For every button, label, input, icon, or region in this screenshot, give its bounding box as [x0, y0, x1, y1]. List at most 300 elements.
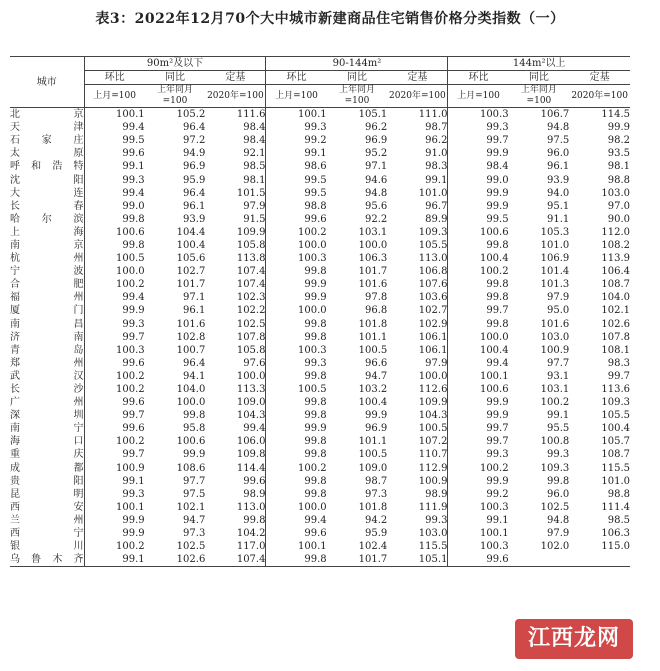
index-value: 109.3: [418, 226, 448, 238]
index-value: 93.9: [546, 174, 570, 186]
index-value: 113.9: [601, 253, 630, 265]
index-value: 99.9: [84, 527, 145, 540]
index-value: 99.9: [84, 514, 145, 527]
index-value: 99.8: [243, 514, 266, 526]
city-name: 石家庄: [10, 135, 84, 147]
index-value: 99.4: [266, 514, 327, 527]
table-row: [10, 448, 630, 461]
index-value: 101.0: [540, 239, 570, 251]
city-header: 城市: [10, 57, 84, 108]
index-value: 101.7: [358, 266, 388, 278]
index-value: 99.5: [84, 134, 145, 147]
index-value: 105.7: [601, 436, 630, 448]
index-value: 99.6: [448, 553, 509, 567]
index-value: 100.1: [84, 501, 145, 514]
group-header-small: 90m²及以下: [84, 57, 266, 71]
index-value: 99.8: [266, 553, 327, 567]
index-value: 100.0: [266, 239, 327, 252]
table-row: [10, 462, 630, 475]
index-value: 98.8: [607, 174, 630, 186]
index-value: 91.0: [425, 148, 448, 160]
index-value: 99.9: [448, 147, 509, 160]
index-value: 97.5: [183, 488, 206, 500]
base-header: 上月=100: [266, 85, 327, 108]
table-row: [10, 147, 630, 160]
index-value: 95.9: [183, 174, 206, 186]
city-name: 广州: [10, 397, 84, 409]
index-value: 99.3: [448, 448, 509, 461]
index-value: 102.5: [176, 541, 206, 553]
index-value: 113.3: [236, 384, 266, 396]
index-value: 108.7: [601, 279, 630, 291]
index-value: 107.8: [236, 331, 266, 343]
index-value: 103.2: [358, 384, 388, 396]
index-value: 99.3: [266, 121, 327, 134]
index-value: 102.2: [236, 305, 266, 317]
index-value: 100.0: [236, 370, 266, 382]
index-value: 105.8: [236, 239, 266, 251]
index-value: 100.2: [448, 265, 509, 278]
index-value: 99.7: [607, 370, 630, 382]
index-value: 95.9: [365, 528, 388, 540]
city-name: 沈阳: [10, 174, 84, 186]
index-value: 97.9: [425, 357, 448, 369]
index-value: 96.1: [183, 305, 206, 317]
index-value: 99.5: [448, 213, 509, 226]
index-value: 106.3: [601, 528, 630, 540]
city-name: 贵阳: [10, 475, 84, 487]
index-value: 90.0: [607, 213, 630, 225]
index-value: 100.0: [448, 331, 509, 344]
index-value: 94.7: [365, 370, 388, 382]
index-value: 100.6: [84, 226, 145, 239]
city-name: 西安: [10, 501, 84, 513]
table-row: [10, 239, 630, 252]
index-value: 97.1: [183, 292, 206, 304]
index-value: 103.1: [540, 384, 570, 396]
index-value: 107.4: [236, 266, 266, 278]
table-row: [10, 265, 630, 278]
index-value: 109.3: [601, 397, 630, 409]
city-name: 乌鲁木齐: [10, 554, 84, 566]
index-value: 99.6: [84, 396, 145, 409]
index-value: 112.9: [418, 462, 448, 474]
index-value: 94.8: [546, 122, 570, 134]
index-value: 106.1: [418, 331, 448, 343]
index-value: 100.2: [266, 462, 327, 475]
index-value: 111.4: [601, 501, 630, 513]
index-value: 106.0: [236, 436, 266, 448]
table-row: [10, 501, 630, 514]
table-row: [10, 252, 630, 265]
index-value: 102.6: [145, 553, 206, 567]
index-value: 109.0: [236, 397, 266, 409]
index-value: 99.6: [84, 357, 145, 370]
city-name: 济南: [10, 331, 84, 343]
index-value: 99.2: [448, 488, 509, 501]
city-name: 福州: [10, 292, 84, 304]
index-value: 103.0: [418, 528, 448, 540]
table-row: [10, 396, 630, 409]
index-value: 96.0: [546, 488, 570, 500]
sub-header: 定基: [205, 71, 266, 85]
index-value: 104.0: [601, 292, 630, 304]
index-value: 92.1: [243, 148, 266, 160]
index-value: 99.4: [84, 291, 145, 304]
group-header-medium: 90-144m²: [266, 57, 448, 71]
index-value: 113.6: [601, 384, 630, 396]
sub-header: 同比: [509, 71, 570, 85]
table-row: [10, 527, 630, 540]
city-name: 合肥: [10, 279, 84, 291]
index-value: 99.8: [448, 278, 509, 291]
index-value: 99.8: [266, 318, 327, 331]
index-value: 101.6: [176, 318, 206, 330]
index-value: 94.8: [546, 514, 570, 526]
index-value: 102.4: [358, 541, 388, 553]
index-value: 99.4: [243, 423, 266, 435]
index-value: 98.5: [607, 514, 630, 526]
index-value: 99.9: [365, 410, 388, 422]
table-row: [10, 435, 630, 448]
index-value: 105.5: [418, 239, 448, 251]
sub-header: 同比: [145, 71, 206, 85]
index-value: 102.8: [176, 331, 206, 343]
index-value: 104.3: [418, 410, 448, 422]
city-name: 银川: [10, 541, 84, 553]
index-value: 99.8: [84, 239, 145, 252]
base-header: 2020年=100: [205, 85, 266, 108]
index-value: 98.8: [607, 488, 630, 500]
table-row: [10, 422, 630, 435]
index-value: 98.4: [243, 122, 266, 134]
index-value: 96.2: [365, 122, 388, 134]
index-value: 108.1: [601, 344, 630, 356]
index-value: 101.3: [540, 279, 570, 291]
index-value: 113.0: [418, 253, 448, 265]
table-row: [10, 370, 630, 383]
table-row: [10, 278, 630, 291]
index-value: 100.0: [84, 265, 145, 278]
index-value: 99.3: [266, 357, 327, 370]
city-name: 长沙: [10, 384, 84, 396]
index-value: 99.8: [266, 396, 327, 409]
index-value: 99.7: [448, 304, 509, 317]
index-value: 110.7: [418, 449, 448, 461]
index-value: 97.1: [365, 161, 388, 173]
index-value: 101.7: [176, 279, 206, 291]
index-value: 102.1: [176, 501, 206, 513]
index-value: [509, 553, 570, 567]
index-value: 100.1: [266, 108, 327, 122]
index-value: 115.5: [601, 462, 630, 474]
base-header: 2020年=100: [569, 85, 630, 108]
city-name: 成都: [10, 462, 84, 474]
index-value: 97.3: [183, 528, 206, 540]
index-value: 97.7: [183, 475, 206, 487]
index-value: 100.0: [266, 304, 327, 317]
index-value: 109.9: [236, 226, 266, 238]
base-header: 上年同月=100: [145, 85, 206, 108]
index-value: 101.8: [358, 318, 388, 330]
index-value: 100.3: [266, 252, 327, 265]
index-value: 96.9: [365, 135, 388, 147]
index-value: 106.1: [418, 344, 448, 356]
index-value: 99.1: [84, 475, 145, 488]
index-value: 99.3: [546, 449, 570, 461]
index-value: 98.9: [425, 488, 448, 500]
index-value: 95.0: [546, 305, 570, 317]
index-value: 115.0: [601, 541, 630, 553]
index-value: 99.5: [266, 173, 327, 186]
city-name: 北京: [10, 109, 84, 121]
index-value: 99.9: [448, 200, 509, 213]
index-value: 99.0: [448, 173, 509, 186]
table-row: [10, 187, 630, 200]
index-value: 99.6: [84, 147, 145, 160]
table-row: [10, 514, 630, 527]
table-row: [10, 304, 630, 317]
index-value: 102.3: [236, 292, 266, 304]
city-name: 深圳: [10, 410, 84, 422]
index-value: 100.5: [358, 449, 388, 461]
index-value: 98.6: [266, 160, 327, 173]
index-value: 101.6: [540, 318, 570, 330]
index-value: 111.0: [418, 109, 448, 121]
index-value: 99.9: [448, 475, 509, 488]
index-value: 99.7: [84, 448, 145, 461]
index-value: 112.6: [418, 384, 448, 396]
index-value: 97.9: [546, 292, 570, 304]
index-value: 99.6: [84, 422, 145, 435]
index-value: 99.6: [266, 213, 327, 226]
index-value: 99.0: [84, 200, 145, 213]
table-row: [10, 291, 630, 304]
index-value: 101.6: [358, 279, 388, 291]
index-value: 97.6: [243, 357, 266, 369]
index-value: 99.1: [84, 553, 145, 567]
city-name: 武汉: [10, 370, 84, 382]
index-value: 100.4: [448, 344, 509, 357]
index-value: 104.4: [176, 226, 206, 238]
index-value: 98.7: [425, 122, 448, 134]
index-value: 101.8: [358, 501, 388, 513]
index-value: 94.8: [365, 187, 388, 199]
index-value: 97.7: [546, 357, 570, 369]
index-value: 106.7: [540, 109, 570, 121]
index-value: 99.7: [448, 435, 509, 448]
index-value: 97.9: [546, 528, 570, 540]
index-value: 95.5: [546, 423, 570, 435]
index-value: 96.1: [183, 200, 206, 212]
index-value: 97.5: [546, 135, 570, 147]
base-header: 上年同月=100: [327, 85, 388, 108]
index-value: 114.4: [236, 462, 266, 474]
index-value: 93.1: [546, 370, 570, 382]
index-value: 100.4: [358, 397, 388, 409]
index-value: 99.8: [266, 435, 327, 448]
index-value: 100.5: [358, 344, 388, 356]
index-value: 100.1: [448, 370, 509, 383]
table-row: [10, 134, 630, 147]
index-value: 99.3: [448, 121, 509, 134]
index-value: 99.9: [266, 291, 327, 304]
city-name: 哈尔滨: [10, 213, 84, 225]
index-value: 99.1: [448, 514, 509, 527]
index-value: 99.6: [243, 475, 266, 487]
index-value: 98.4: [448, 160, 509, 173]
index-value: 97.9: [243, 200, 266, 212]
index-value: 99.8: [546, 475, 570, 487]
index-value: 99.2: [266, 134, 327, 147]
index-value: 100.3: [448, 540, 509, 553]
index-value: 99.8: [266, 370, 327, 383]
city-name: 杭州: [10, 253, 84, 265]
index-value: 105.3: [540, 226, 570, 238]
index-value: 99.8: [266, 265, 327, 278]
index-value: 100.4: [176, 239, 206, 251]
index-value: 100.9: [84, 462, 145, 475]
city-name: 宁波: [10, 266, 84, 278]
index-value: 91.5: [243, 213, 266, 225]
index-value: 107.4: [236, 279, 266, 291]
index-value: 99.9: [183, 449, 206, 461]
index-value: 99.6: [266, 527, 327, 540]
index-value: 103.6: [418, 292, 448, 304]
index-value: 103.0: [540, 331, 570, 343]
index-value: 100.5: [84, 252, 145, 265]
index-value: 100.1: [84, 108, 145, 122]
index-value: 101.1: [358, 331, 388, 343]
index-value: 98.3: [425, 161, 448, 173]
index-value: 100.9: [540, 344, 570, 356]
index-value: 98.9: [243, 488, 266, 500]
city-name: 上海: [10, 226, 84, 238]
index-value: 109.0: [358, 462, 388, 474]
index-value: 100.2: [84, 370, 145, 383]
index-value: 105.6: [176, 253, 206, 265]
index-value: 94.0: [546, 187, 570, 199]
index-value: 98.2: [607, 135, 630, 147]
group-header-large: 144m²以上: [448, 57, 630, 71]
index-value: 112.0: [601, 226, 630, 238]
index-value: 109.3: [540, 462, 570, 474]
sub-header: 同比: [327, 71, 388, 85]
index-value: 96.4: [183, 122, 206, 134]
index-value: 99.7: [84, 331, 145, 344]
index-value: 99.1: [546, 410, 570, 422]
city-name: 呼和浩特: [10, 161, 84, 173]
index-value: 99.7: [448, 422, 509, 435]
table-row: [10, 121, 630, 134]
table-row: [10, 540, 630, 553]
index-value: 96.9: [365, 423, 388, 435]
index-value: 99.8: [84, 213, 145, 226]
index-value: 100.2: [266, 226, 327, 239]
index-value: 102.9: [418, 318, 448, 330]
city-name: 郑州: [10, 357, 84, 369]
index-value: 107.8: [601, 331, 630, 343]
city-name: 西宁: [10, 528, 84, 540]
index-value: 99.9: [448, 409, 509, 422]
index-value: 92.2: [365, 213, 388, 225]
index-value: 99.9: [448, 187, 509, 200]
table-row: [10, 213, 630, 226]
index-value: 98.3: [607, 357, 630, 369]
index-value: 99.3: [84, 318, 145, 331]
index-value: 107.4: [205, 553, 266, 567]
index-value: 102.7: [418, 305, 448, 317]
index-value: 104.0: [176, 384, 206, 396]
index-value: 100.6: [448, 226, 509, 239]
index-value: [569, 553, 630, 567]
base-header: 上年同月=100: [509, 85, 570, 108]
index-value: 99.9: [266, 278, 327, 291]
table-row: [10, 488, 630, 501]
index-value: 94.9: [183, 148, 206, 160]
index-value: 99.3: [425, 514, 448, 526]
index-value: 100.2: [540, 397, 570, 409]
city-name: 兰州: [10, 514, 84, 526]
index-value: 99.8: [266, 331, 327, 344]
index-value: 105.1: [387, 553, 448, 567]
index-value: 111.6: [236, 109, 266, 121]
index-value: 103.0: [601, 187, 630, 199]
index-value: 94.7: [183, 514, 206, 526]
index-value: 102.5: [540, 501, 570, 513]
index-value: 96.4: [183, 187, 206, 199]
index-value: 99.7: [84, 409, 145, 422]
city-name: 天津: [10, 122, 84, 134]
index-value: 96.6: [365, 357, 388, 369]
city-name: 重庆: [10, 449, 84, 461]
table-row: [10, 200, 630, 213]
index-value: 99.7: [448, 134, 509, 147]
city-name: 青岛: [10, 344, 84, 356]
index-value: 108.2: [601, 239, 630, 251]
index-value: 98.1: [607, 161, 630, 173]
index-value: 93.9: [183, 213, 206, 225]
index-value: 98.1: [243, 174, 266, 186]
index-value: 111.9: [418, 501, 448, 513]
table-row: [10, 475, 630, 488]
index-value: 100.0: [266, 501, 327, 514]
index-value: 109.8: [236, 449, 266, 461]
index-value: 98.5: [243, 161, 266, 173]
index-value: 101.0: [418, 187, 448, 199]
index-value: 95.1: [546, 200, 570, 212]
index-value: 100.3: [448, 501, 509, 514]
sub-header: 环比: [84, 71, 145, 85]
index-value: 99.9: [266, 422, 327, 435]
table-row: [10, 331, 630, 344]
index-value: 100.7: [176, 344, 206, 356]
base-header: 2020年=100: [387, 85, 448, 108]
index-value: 93.5: [607, 148, 630, 160]
index-value: 100.6: [448, 383, 509, 396]
index-value: 100.6: [176, 436, 206, 448]
city-name: 海口: [10, 436, 84, 448]
index-value: 105.2: [176, 109, 206, 121]
index-value: 100.2: [84, 383, 145, 396]
table-row: [10, 383, 630, 396]
index-value: 96.2: [425, 135, 448, 147]
index-value: 100.0: [358, 239, 388, 251]
index-value: 95.6: [365, 200, 388, 212]
index-value: 94.6: [365, 174, 388, 186]
index-value: 95.8: [183, 423, 206, 435]
city-name: 南昌: [10, 318, 84, 330]
